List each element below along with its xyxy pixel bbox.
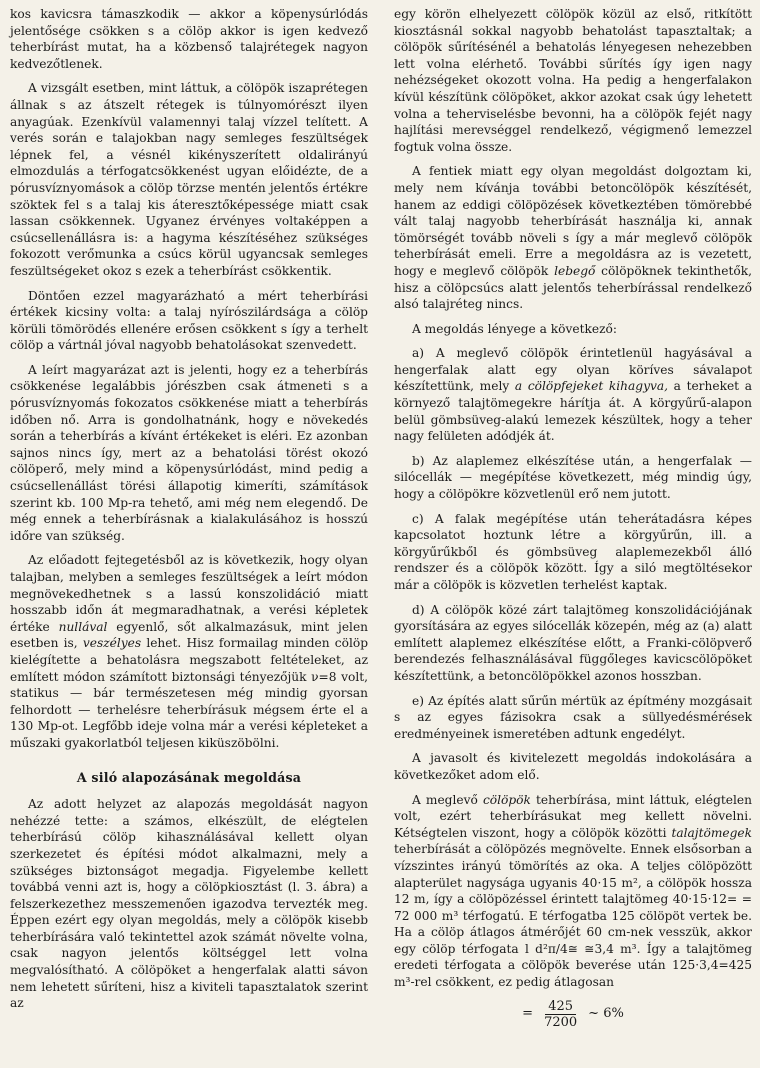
paragraph: A leírt magyarázat azt is jelenti, hogy ez a teherbírás csökkenése legalábbis jórészben csak átmeneti s a pórusvíznyomás fokozatos csökkenése miatt a teherbírás időben nő. Arra is gondolhatnánk, hogy e növekedés során a teherbírás a kívánt értékeket is eléri. Ez azonban sajnos nincs így, mert az a behatolási törést okozó cölöperő, mely mind a köpenysúrlódást, mind pedig a csúcsellenállást törési állapotig kimeríti, számítások szerint kb. 100 Mp-ra tehető, ami még nem elegendő. De még ennek a teherbírásnak a kialakulásához is hosszú időre van szükség. xyxy=(10,362,368,543)
formula-result: ~ 6% xyxy=(588,1005,624,1021)
formula xyxy=(394,999,752,1030)
paragraph: egy körön elhelyezett cölöpök közül az első, ritkítött kiosztásnál sokkal nagyobb behatolást tapasztaltak; a cölöpök sűrítésénél a behatolás lényegesen nehezebben lett volna elérhető. További sűrítés így igen nagy nehézségeket okozott volna. Ha pedig a hengerfalakon kívül készítünk cölöpöket, akkor azokat csak úgy lehetett volna a teherviselésbe bevonni, ha a cölöpök fejét nagy hajlítási merevséggel rendelkező, végigmenő lemezzel fogtuk volna össze. xyxy=(394,7,752,154)
list-item: e) Az építés alatt sűrűn mértük az építmény mozgásait s az egyes fázisokra csak a süllyedésmérések eredményeinek ismeretében adtunk engedélyt. xyxy=(394,693,752,741)
right-column xyxy=(394,6,752,1030)
formula-equals: = xyxy=(522,1005,534,1021)
paragraph: A vizsgált esetben, mint láttuk, a cölöpök iszaprétegen állnak s az átszelt rétegek is túlnyomórészt ilyen anyagúak. Ezenkívül valamennyi talaj vízzel telített. A verés során e talajokban nagy semleges feszültségek lépnek fel, a vésnél kikényszerített oldalirányú elmozdulás a térfogatcsökkenést ugyan előidézte, de a pórusvíznyomások a cölöp törzse mentén jelentős értékre szöktek fel s a talaj kis áteresztőképessége miatt csak lassan csökkennek. Ugyanez érvényes voltaképpen a csúcsellenállásra is: a hagyma készítéséhez szükséges fokozott verőmunka a csúcs körül ugyancsak semleges feszültségeket okoz s ezek a teherbírást csökkentik. xyxy=(10,81,368,278)
list-item: d) A cölöpök közé zárt talajtömeg konszolidációjának gyorsítására az egyes silócellák közepén, még az (a) alatt említett alaplemez elkészítése előtt, a Franki-cölöpverő berendezés felhasználásával függőleges kavicscölöpöket készítettünk, a betoncölöpökkel azonos hosszban. xyxy=(394,602,752,683)
formula-denominator: 7200 xyxy=(544,1014,578,1030)
emphasis: lebegő xyxy=(554,263,596,278)
emphasis: a cölöpfejeket kihagyva, xyxy=(514,379,668,394)
paragraph: Döntően ezzel magyarázható a mért teherbírási értékek kicsiny volta: a talaj nyírószilárdsága a cölöp körüli tömörödés ellenére erősen csökkent s így a terhelt cölöp a vártnál jóval nagyobb behatolásokat szenvedett. xyxy=(10,288,368,353)
list-item: b) Az alaplemez elkészítése után, a hengerfalak — silócellák — megépítése következett, még mindig úgy, hogy a cölöpökre közvetlenül erő nem jutott. xyxy=(394,453,752,502)
formula-numerator: 425 xyxy=(545,999,576,1015)
paragraph: A fentiek miatt egy olyan megoldást dolgoztam ki, mely nem kívánja további betoncölöpök készítését, hanem az eddigi cölöpözések következtében tömörebbé vált talaj nagyobb teherbírását használja ki, annak tömörségét tovább növeli s így a már meglevő cölöpök teherbírását emeli. Erre a megoldásra az is vezetett, hogy e meglevő cölöpök lebegő cölöpöknek tekinthetők, hisz a cölöpcsúcs alatt jelentős teherbírással rendelkező alsó talajréteg nincs. xyxy=(394,164,752,312)
emphasis: veszélyes xyxy=(82,636,142,651)
emphasis: nullával xyxy=(58,619,108,634)
formula-fraction xyxy=(541,999,580,1030)
list-item: a) A meglevő cölöpök érintetlenül hagyásával a hengerfalak alatt egy olyan köríves sávalapot készítettünk, mely a cölöpfejeket kihagyva, a terheket a környező talajtömegekre hárítja át. A körgyűrű-alapon belül gömbsüveg-alakú lemezek készültek, hogy a teher nagy felületen adódjék át. xyxy=(394,346,752,444)
emphasis: talajtömegek xyxy=(671,825,752,840)
emphasis: cölöpök xyxy=(482,792,531,807)
section-heading: A siló alapozásának megoldása xyxy=(76,769,302,785)
paragraph: Az adott helyzet az alapozás megoldását nagyon nehézzé tette: a számos, elkészült, de elégtelen teherbírású cölöp kihasználásával kellett olyan szerkezetet és építési módot alkalmazni, mely a szükséges biztonságot megadja. Figyelembe kellett továbbá venni azt is, hogy a cölöpkiosztást (l. 3. ábra) a felszerkezethez messzemenően igazodva tervezték meg. Éppen ezért egy olyan megoldás, mely a cölöpök kisebb teherbírására való tekintettel azok számát növelte volna, csak nagyon jelentős költséggel lett volna megvalósítható. A cölöpöket a hengerfalak alatti sávon nem lehetett sűríteni, hisz a kiviteli tapasztalatok szerint az xyxy=(10,797,368,1011)
paragraph: A megoldás lényege a következő: xyxy=(412,321,617,336)
paragraph: A meglevő cölöpök teherbírása, mint láttuk, elégtelen volt, ezért teherbírásukat meg kellett növelni. Kétségtelen viszont, hogy a cölöpök közötti talajtömegek teherbírását a cölöpözés megnövelte. Ennek elsősorban a vízszintes irányú tömörítés az oka. A teljes cölöpözött alapterület nagysága ugyanis 40·15 m², a cölöpök hossza 12 m, így a cölöpözéssel érintett talajtömeg 40·15·12= = 72 000 m³ térfogatú. E térfogatba 125 cölöpöt vertek be. Ha a cölöp átlagos átmérőjét 60 cm-nek vesszük, akkor egy cölöp térfogata l d²π/4≅ ≅3,4 m³. Így a talajtömeg eredeti térfogata a cölöpök beverése után 125·3,4=425 m³-rel csökkent, ez pedig átlagosan xyxy=(394,792,752,990)
paragraph: A javasolt és kivitelezett megoldás indokolására a következőket adom elő. xyxy=(394,751,752,782)
list-item: c) A falak megépítése után teherátadásra képes kapcsolatot hoztunk létre a körgyűrűn, ill. a körgyűrűkből és gömbsüveg alaplemezekből álló rendszer és a cölöpök között. Így a siló megtöltésekor már a cölöpök is közvetlen terhelést kaptak. xyxy=(394,511,752,592)
paragraph: Az előadott fejtegetésből az is következik, hogy olyan talajban, melyben a semleges feszültségek a leírt módon megnövekedhetnek s a lassú konszolidáció miatt hosszabb időn át megmaradhatnak, a verési képletek értéke nullával egyenlő, sőt alkalmazásuk, mint jelen esetben is, veszélyes lehet. Hisz formailag minden cölöp kielégítette a behatolásra megszabott feltételeket, az említett módon számított biztonsági tényezőjük ν=8 volt, statikus — bár természetesen még mindig gyorsan felhordott — terhelésre teherbírásuk mégsem érte el a 130 Mp-ot. Legfőbb ideje volna már a verési képleteket a műszaki gyakorlatból teljesen kiküszöbölni. xyxy=(10,553,368,750)
paragraph: kos kavicsra támaszkodik — akkor a köpenysúrlódás jelentősége csökken s a cölöp akkor is igen kedvező teherbírást mutat, ha a közbenső talajrétegek nagyon kedvezőtlenek. xyxy=(10,7,368,71)
left-column xyxy=(10,6,368,1020)
